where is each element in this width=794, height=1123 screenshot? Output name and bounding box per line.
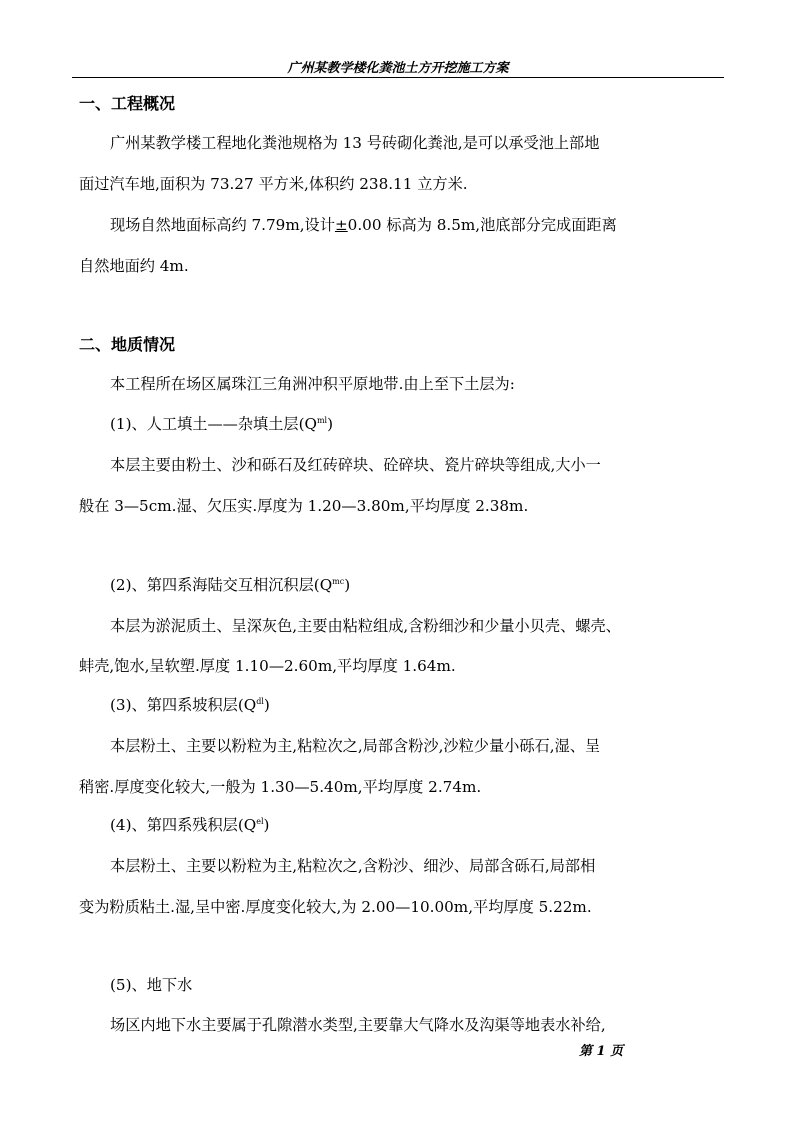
plus-minus-symbol: ± xyxy=(334,216,348,234)
layer-2-close-paren: ) xyxy=(344,576,351,594)
layer-2-title-text: (2)、第四系海陆交互相沉积层(Q xyxy=(110,576,333,594)
layer-2-desc-line-1: 本层为淤泥质土、呈深灰色,主要由粘粒组成,含粉细沙和少量小贝壳、螺壳、 xyxy=(110,617,621,635)
para-2-text-b: 0.00 标高为 8.5m,池底部分完成面距离 xyxy=(347,216,617,234)
layer-3-title xyxy=(110,695,270,715)
layer-3-close-paren: ) xyxy=(263,696,270,714)
layer-3-desc-line-1: 本层粉土、主要以粉粒为主,粘粒次之,局部含粉沙,沙粒少量小砾石,湿、呈 xyxy=(110,737,601,755)
section-2-heading: 二、地质情况 xyxy=(79,335,176,354)
layer-5-desc-line-1: 场区内地下水主要属于孔隙潜水类型,主要靠大气降水及沟渠等地表水补给, xyxy=(110,1016,606,1034)
layer-2-superscript: mc xyxy=(332,576,345,586)
section-1-para-1-line-2: 面过汽车地,面积为 73.27 平方米,体积约 238.11 立方米. xyxy=(79,175,468,193)
layer-5-title: (5)、地下水 xyxy=(110,976,193,994)
page-header-title: 广州某教学楼化粪池土方开挖施工方案 xyxy=(287,61,509,76)
layer-1-superscript: ml xyxy=(316,415,328,425)
layer-3-desc-line-2: 稍密.厚度变化较大,一般为 1.30—5.40m,平均厚度 2.74m. xyxy=(79,778,482,796)
layer-1-title xyxy=(110,414,333,434)
layer-2-title xyxy=(110,575,350,595)
layer-4-title xyxy=(110,815,269,835)
page-number: 第 1 页 xyxy=(579,1044,624,1059)
section-1-para-1-line-1: 广州某教学楼工程地化粪池规格为 13 号砖砌化粪池,是可以承受池上部地 xyxy=(110,134,600,152)
section-1-para-2-line-2: 自然地面约 4m. xyxy=(79,257,189,275)
layer-3-superscript: dl xyxy=(256,696,264,706)
layer-1-title-text: (1)、人工填土——杂填土层(Q xyxy=(110,415,317,433)
para-2-text-a: 现场自然地面标高约 7.79m,设计 xyxy=(110,216,335,234)
layer-1-close-paren: ) xyxy=(327,415,334,433)
layer-4-desc-line-2: 变为粉质粘土.湿,呈中密.厚度变化较大,为 2.00—10.00m,平均厚度 5.22m. xyxy=(79,898,592,916)
section-1-para-2-line-1 xyxy=(110,215,617,235)
layer-2-desc-line-2: 蚌壳,饱水,呈软塑.厚度 1.10—2.60m,平均厚度 1.64m. xyxy=(79,657,456,675)
header-rule xyxy=(72,77,724,78)
section-1-heading: 一、工程概况 xyxy=(79,94,176,113)
layer-4-superscript: el xyxy=(256,816,264,826)
layer-1-desc-line-2: 般在 3—5cm.湿、欠压实.厚度为 1.20—3.80m,平均厚度 2.38m. xyxy=(79,497,529,515)
layer-4-title-text: (4)、第四系残积层(Q xyxy=(110,816,257,834)
layer-1-desc-line-1: 本层主要由粉土、沙和砾石及红砖碎块、砼碎块、瓷片碎块等组成,大小一 xyxy=(110,456,601,474)
layer-4-desc-line-1: 本层粉土、主要以粉粒为主,粘粒次之,含粉沙、细沙、局部含砾石,局部相 xyxy=(110,857,596,875)
section-2-intro: 本工程所在场区属珠江三角洲冲积平原地带.由上至下土层为: xyxy=(110,375,515,393)
layer-4-close-paren: ) xyxy=(263,816,270,834)
layer-3-title-text: (3)、第四系坡积层(Q xyxy=(110,696,257,714)
